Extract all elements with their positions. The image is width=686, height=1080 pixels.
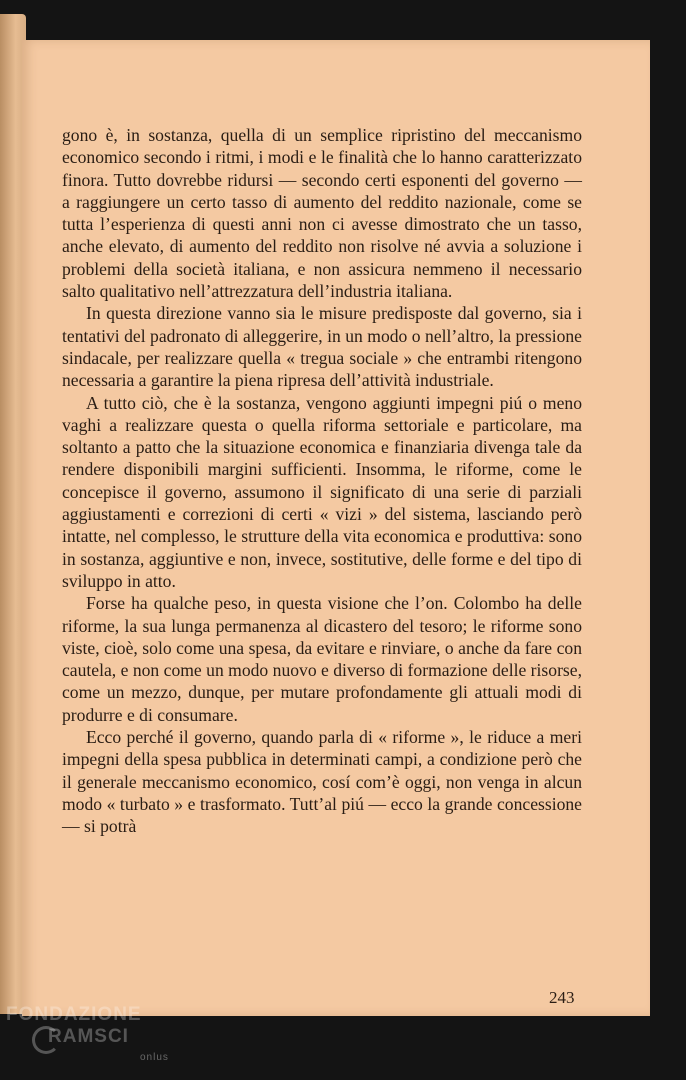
paragraph-4: Forse ha qualche peso, in questa visione che l’on. Colombo ha delle riforme, la sua lunga permanenza al dicastero del tesoro; le riforme sono viste, cioè, solo come una spesa, da evitare e rinviare, o anche da fare con cautela, e non come un modo nuovo e diverso di formazione delle risorse, come un mezzo, dunque, per mutare profondamente gli attuali modi di produrre e di consumare. bbox=[62, 593, 582, 725]
watermark-logo bbox=[6, 1004, 169, 1063]
paragraph-5: Ecco perché il governo, quando parla di « riforme », le riduce a meri impegni della spesa pubblica in determinati campi, a condizione però che il generale meccanismo economico, cosí com’è oggi, non venga in alcun modo « turbato » e trasformato. Tutt’al piú — ecco la grande concessione — si potrà bbox=[62, 727, 582, 837]
watermark-line-2: RAMSCI bbox=[48, 1026, 129, 1047]
watermark-onlus: onlus bbox=[140, 1052, 169, 1063]
page-text bbox=[62, 124, 582, 838]
paragraph-2: In questa direzione vanno sia le misure predisposte dal governo, sia i tentativi del padronato di alleggerire, in un modo o nell’altro, la pressione sindacale, per realizzare quella « tregua sociale » che entrambi ritengono necessaria a garantire la piena ripresa dell’attività industriale. bbox=[62, 303, 582, 391]
watermark-line-1: FONDAZIONE bbox=[6, 1004, 142, 1025]
watermark-g-icon bbox=[32, 1026, 60, 1054]
page-number: 243 bbox=[549, 988, 575, 1007]
paragraph-1: gono è, in sostanza, quella di un semplice ripristino del meccanismo economico secondo i ritmi, i modi e le finalità che lo hanno caratterizzato finora. Tutto dovrebbe ridursi — secondo certi esponenti del governo — a raggiungere un certo tasso di aumento del reddito nazionale, come se tutta l’esperienza di questi anni non ci avesse dimostrato che un tasso, anche elevato, di aumento del reddito non risolve né avvia a soluzione i problemi della società italiana, e non assicura nemmeno il necessario salto qualitativo nell’attrezzatura dell’industria italiana. bbox=[62, 125, 582, 302]
book-page bbox=[22, 40, 650, 1016]
paragraph-3: A tutto ciò, che è la sostanza, vengono aggiunti impegni piú o meno vaghi a realizzare questa o quella riforma settoriale e particolare, ma soltanto a patto che la situazione economica e finanziaria divenga tale da rendere disponibili margini sufficienti. Insomma, le riforme, come le concepisce il governo, assumono il significato di una serie di parziali aggiustamenti e correzioni di certi « vizi » del sistema, lasciando però intatte, nel complesso, le strutture della vita economica e produttiva: sono in sostanza, aggiuntive e non, invece, sostitutive, delle forme e del tipo di sviluppo in atto. bbox=[62, 392, 582, 591]
